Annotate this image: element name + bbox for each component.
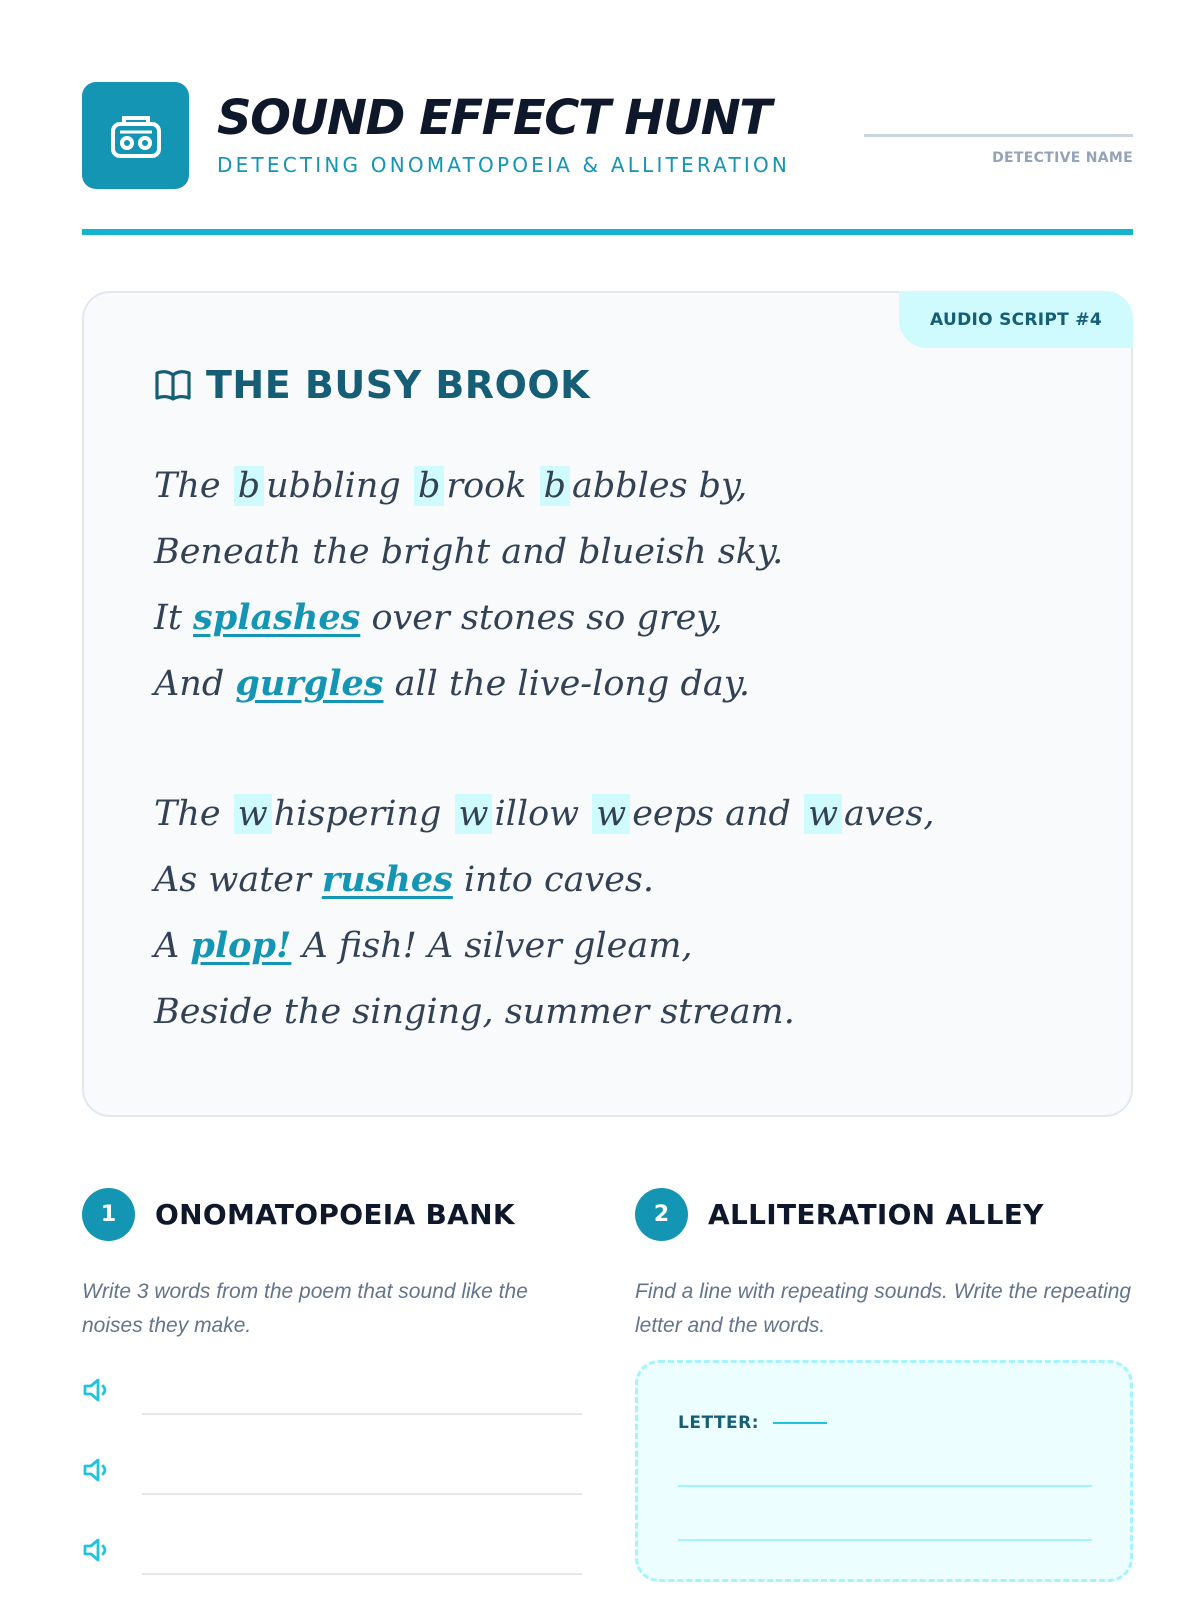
poem-line: The w hispering w illow w eeps and w aves, bbox=[154, 794, 935, 834]
poem-line: And gurgles all the live-long day. bbox=[154, 663, 750, 704]
section-header bbox=[635, 1188, 1133, 1241]
poem-card bbox=[82, 291, 1133, 1117]
poem-line: Beneath the bright and blueish sky. bbox=[154, 532, 784, 572]
stanza-break bbox=[154, 717, 1094, 781]
header-divider bbox=[82, 229, 1133, 235]
section-header bbox=[82, 1188, 582, 1241]
onomatopoeia-word: gurgles bbox=[235, 663, 384, 704]
section-title: ONOMATOPOEIA BANK bbox=[155, 1198, 515, 1231]
letter-label: LETTER: bbox=[678, 1413, 760, 1433]
section-title: ALLITERATION ALLEY bbox=[708, 1198, 1044, 1231]
alliteration-highlight: w bbox=[804, 794, 842, 834]
words-answer-line-1[interactable] bbox=[678, 1485, 1092, 1487]
alliteration-answer-box bbox=[635, 1360, 1133, 1582]
answer-row bbox=[82, 1446, 582, 1506]
answer-row bbox=[82, 1526, 582, 1586]
answer-line-3[interactable] bbox=[142, 1573, 582, 1575]
onomatopoeia-word: splashes bbox=[193, 597, 361, 638]
words-answer-line-2[interactable] bbox=[678, 1539, 1092, 1541]
answer-row bbox=[82, 1366, 582, 1426]
logo bbox=[82, 82, 189, 189]
speaker-icon bbox=[82, 1376, 112, 1404]
poem-title-row bbox=[154, 363, 590, 407]
alliteration-highlight: b bbox=[414, 466, 444, 506]
poem-body bbox=[154, 453, 1094, 1045]
alliteration-highlight: w bbox=[455, 794, 493, 834]
onomatopoeia-bank-section bbox=[82, 1188, 582, 1343]
poem-line: It splashes over stones so grey, bbox=[154, 597, 723, 638]
letter-row bbox=[678, 1413, 827, 1433]
section-number-badge: 1 bbox=[82, 1188, 135, 1241]
poem-title: THE BUSY BROOK bbox=[206, 363, 591, 407]
answer-line-1[interactable] bbox=[142, 1413, 582, 1415]
section-number-badge: 2 bbox=[635, 1188, 688, 1241]
page-title: SOUND EFFECT HUNT bbox=[217, 90, 771, 146]
poem-line: Beside the singing, summer stream. bbox=[154, 992, 795, 1032]
section-instructions: Find a line with repeating sounds. Write the repeating letter and the words. bbox=[635, 1280, 1132, 1337]
page-subtitle: DETECTING ONOMATOPOEIA & ALLITERATION bbox=[217, 153, 791, 177]
alliteration-alley-section bbox=[635, 1188, 1133, 1433]
poem-line: A plop! A fish! A silver gleam, bbox=[154, 925, 693, 966]
book-icon bbox=[154, 368, 192, 402]
alliteration-highlight: b bbox=[540, 466, 570, 506]
worksheet-header bbox=[82, 82, 1133, 192]
onomatopoeia-word: rushes bbox=[321, 859, 453, 900]
alliteration-highlight: w bbox=[234, 794, 272, 834]
poem-line: As water rushes into caves. bbox=[154, 859, 655, 900]
letter-input-line[interactable] bbox=[773, 1422, 827, 1424]
audio-script-badge: AUDIO SCRIPT #4 bbox=[899, 291, 1133, 348]
onomatopoeia-word: plop! bbox=[190, 925, 292, 966]
alliteration-highlight: w bbox=[592, 794, 630, 834]
poem-line: The b ubbling b rook b abbles by, bbox=[154, 466, 748, 506]
radio-icon bbox=[110, 113, 162, 159]
alliteration-highlight: b bbox=[234, 466, 264, 506]
answer-line-2[interactable] bbox=[142, 1493, 582, 1495]
detective-name-field[interactable] bbox=[864, 134, 1133, 137]
detective-name-label: DETECTIVE NAME bbox=[992, 150, 1133, 166]
section-instructions: Write 3 words from the poem that sound like the noises they make. bbox=[82, 1280, 528, 1337]
speaker-icon bbox=[82, 1456, 112, 1484]
speaker-icon bbox=[82, 1536, 112, 1564]
